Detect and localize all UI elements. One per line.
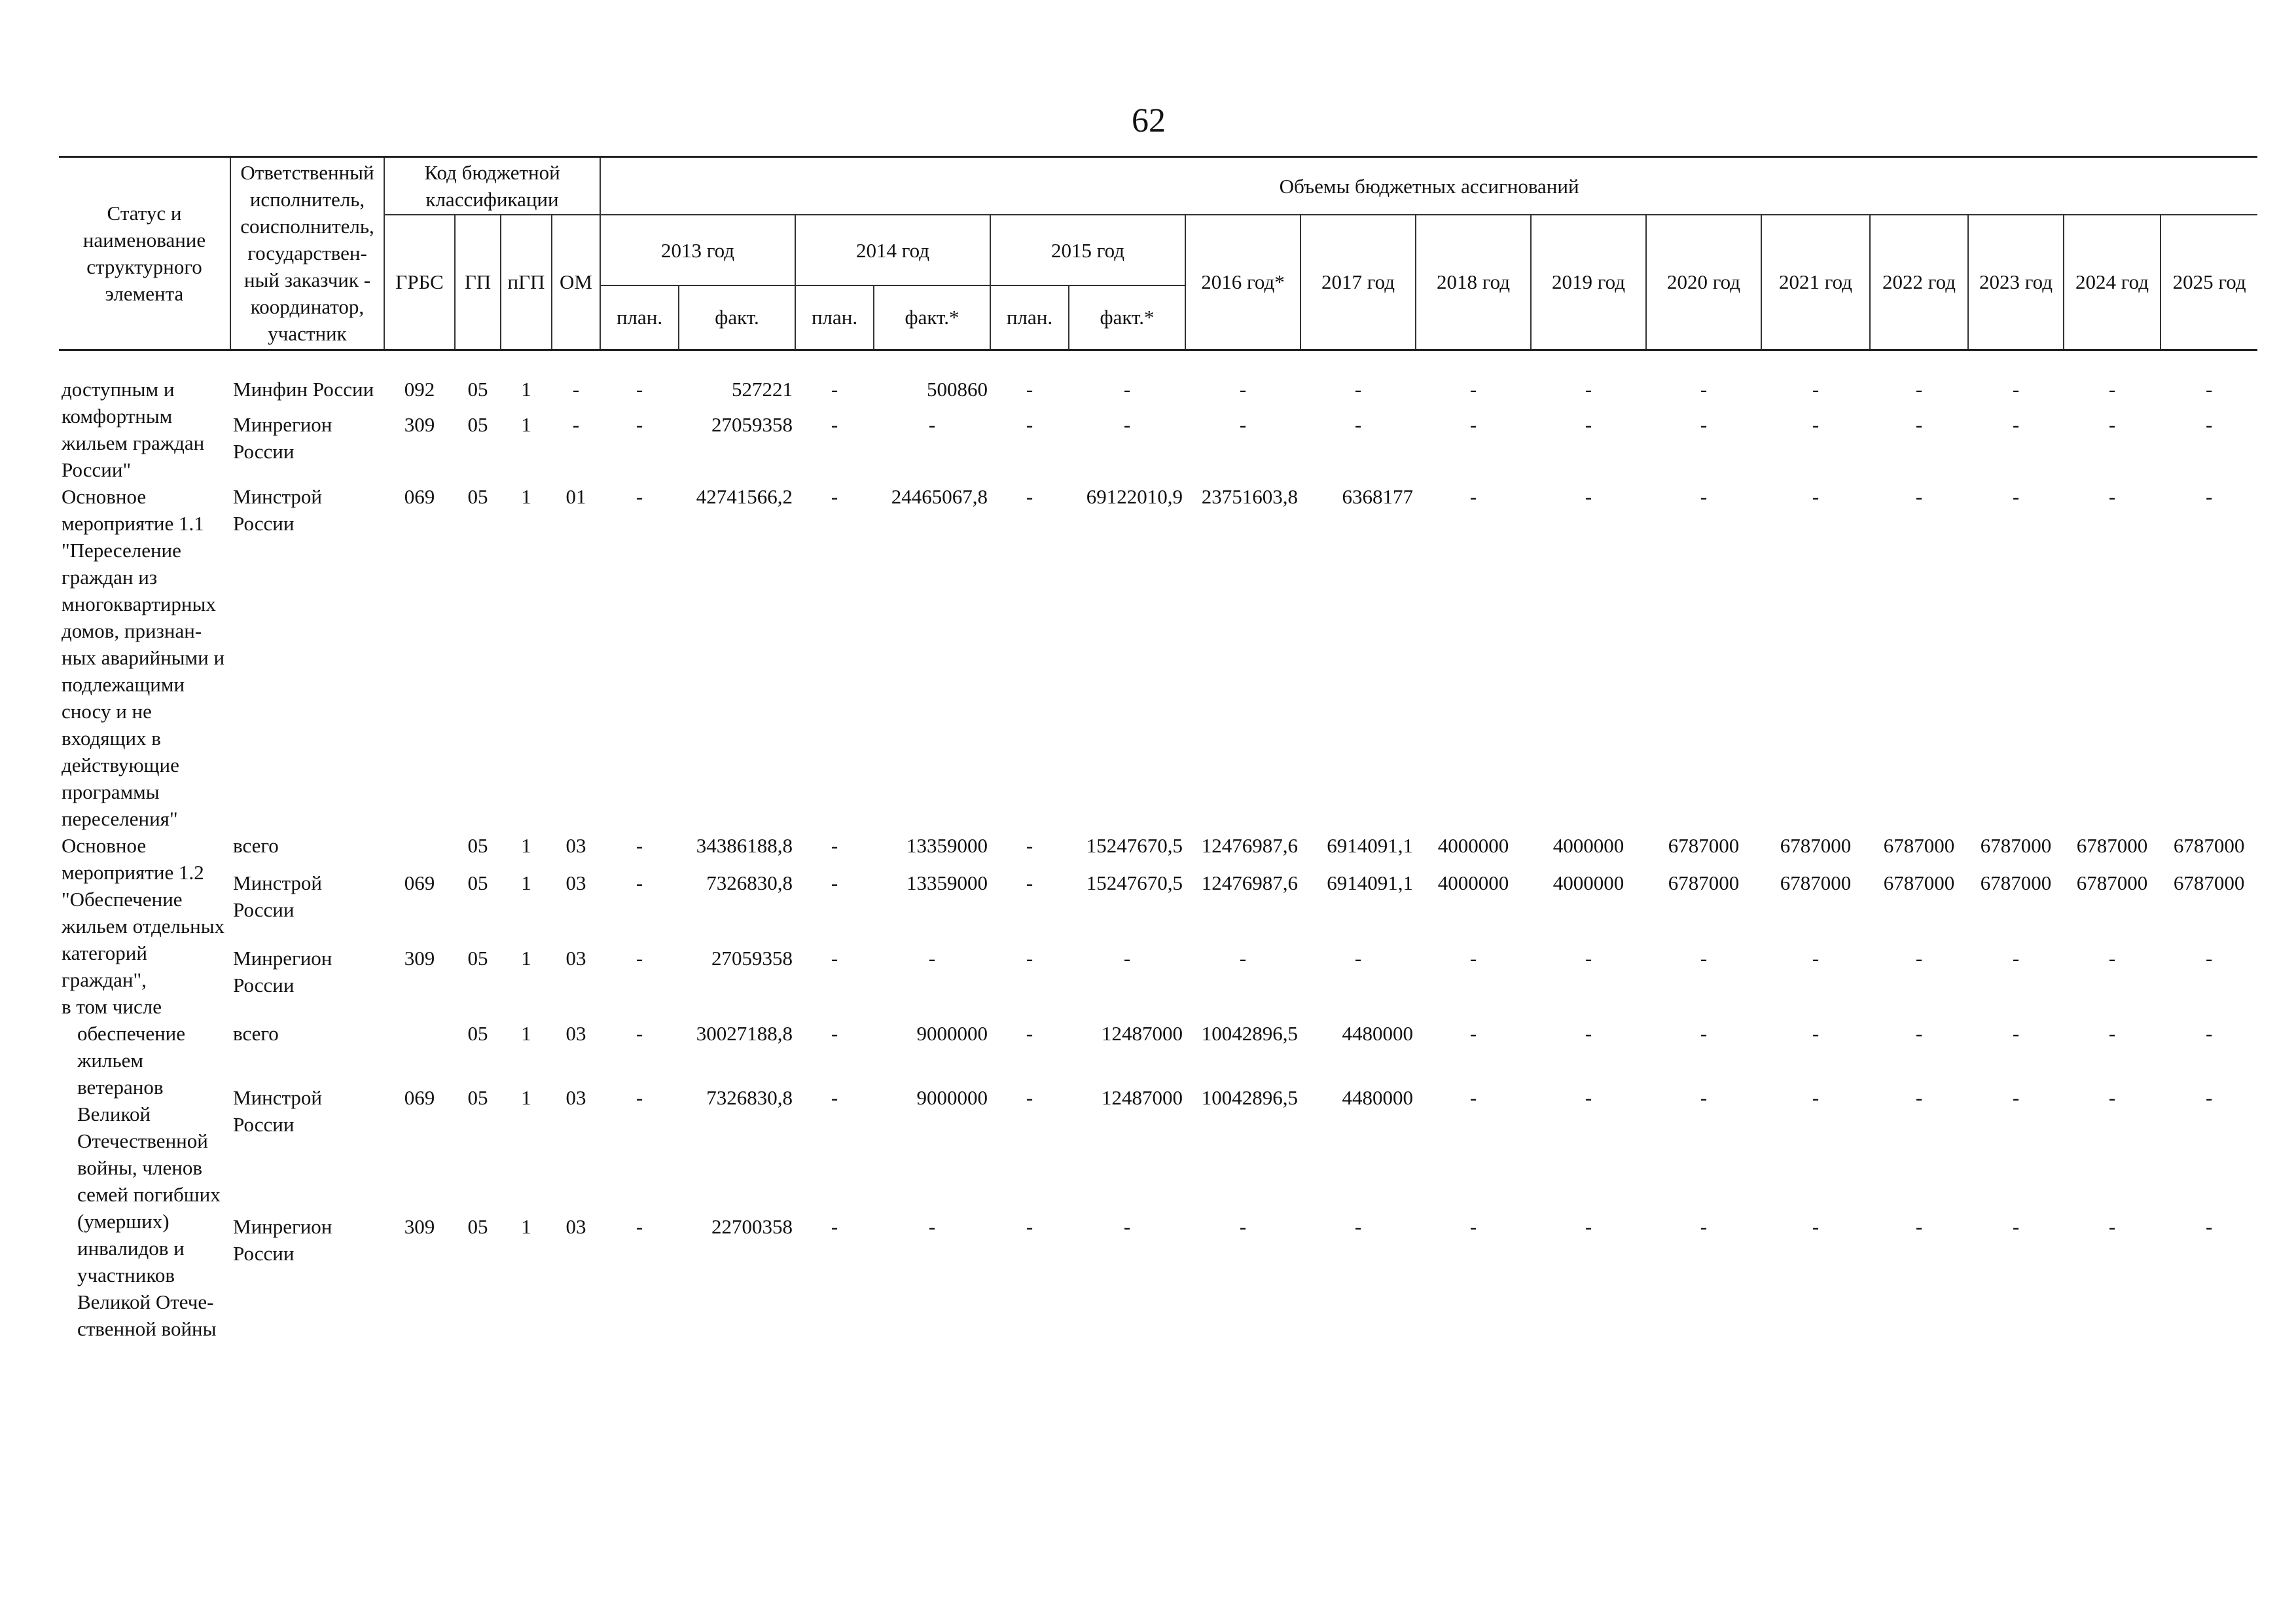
table-row [59,869,2257,945]
row-value: - [636,1021,643,1045]
row-value: - [1123,377,1131,401]
header-year-2018: 2018 год [1416,215,1531,350]
row-value: - [1123,1214,1131,1238]
row-value: - [831,413,838,437]
row-value: - [831,833,838,857]
row-value: - [2205,413,2213,437]
row-value: - [1915,1021,1923,1045]
row-status-cell [59,376,230,483]
header-year-2025: 2025 год [2161,215,2257,350]
row-value: 12476987,6 [1201,833,1299,857]
row-pgp: 1 [521,871,531,894]
row-value: - [1585,1214,1592,1238]
row-value: - [831,1214,838,1238]
row-executor: Минстрой России [233,1085,323,1136]
row-value: 6914091,1 [1327,871,1414,894]
header-2013-fact: факт. [679,285,795,350]
page-number: 62 [1132,102,1166,139]
table-row [59,1213,2257,1342]
row-om: 03 [565,871,586,894]
row-value: 6787000 [1668,833,1740,857]
row-gp: 05 [467,377,488,401]
row-value: 15247670,5 [1086,833,1183,857]
row-value: 6914091,1 [1327,833,1414,857]
row-value: - [1812,1085,1820,1109]
row-grbs: 309 [404,1214,435,1238]
row-pgp: 1 [521,1021,531,1045]
row-value: 10042896,5 [1201,1021,1299,1045]
row-value: - [1812,413,1820,437]
row-executor: Минстрой России [233,484,323,535]
row-value: - [2012,946,2020,970]
row-value: 23751603,8 [1201,484,1299,508]
row-value: - [1812,946,1820,970]
table-header [59,157,2257,350]
row-value: - [1469,1085,1477,1109]
row-value: - [636,1085,643,1109]
row-value: - [2012,377,2020,401]
row-status-cell [59,1020,230,1342]
row-value: - [2205,484,2213,508]
row-value: 10042896,5 [1201,1085,1299,1109]
row-executor: Минфин России [233,377,374,401]
row-value: 6787000 [1980,871,2052,894]
row-value: 27059358 [711,413,793,437]
row-value: - [1239,377,1247,401]
header-year-2015: 2015 год [990,215,1185,285]
row-value: 34386188,8 [696,833,793,857]
row-value: - [1812,1214,1820,1238]
row-value: - [1026,484,1033,508]
header-grbs: ГРБС [384,215,455,350]
row-value: 6368177 [1342,484,1414,508]
row-value: - [1469,484,1477,508]
row-value: 9000000 [916,1085,988,1109]
row-value: - [1469,946,1477,970]
header-2015-fact: факт.* [1069,285,1185,350]
row-value: - [1026,833,1033,857]
header-2014-fact: факт.* [874,285,990,350]
header-om: ОМ [552,215,600,350]
row-value: - [2108,484,2116,508]
row-value: 22700358 [711,1214,793,1238]
row-value: - [1700,377,1708,401]
row-executor: всего [233,833,279,857]
row-value: - [1700,946,1708,970]
table-row [59,483,2257,832]
row-value: 15247670,5 [1086,871,1183,894]
header-year-2017: 2017 год [1300,215,1416,350]
row-value: 6787000 [1780,871,1852,894]
table-row [59,832,2257,869]
row-value: - [636,1214,643,1238]
row-value: - [1469,413,1477,437]
row-value: 12487000 [1102,1085,1183,1109]
row-grbs: 092 [404,377,435,401]
row-pgp: 1 [521,377,531,401]
row-pgp: 1 [521,413,531,437]
row-pgp: 1 [521,484,531,508]
row-value: - [831,871,838,894]
row-value: - [1469,1214,1477,1238]
row-value: 7326830,8 [706,1085,793,1109]
row-executor: всего [233,1021,279,1045]
row-value: - [928,413,936,437]
row-pgp: 1 [521,1214,531,1238]
row-value: - [636,413,643,437]
row-om: 03 [565,1021,586,1045]
header-volumes: Объемы бюджетных ассигнований [600,157,2257,215]
row-value: - [2108,377,2116,401]
row-value: - [2108,413,2116,437]
row-value: - [1700,413,1708,437]
row-gp: 05 [467,946,488,970]
row-value: 4000000 [1552,871,1624,894]
row-value: 12487000 [1102,1021,1183,1045]
row-status: обеспечение жильем ветеранов Великой Отечественной войны, членов семей погибших (умерших) инвалидов и участников Великой Отече-ственной войны [77,1021,221,1340]
header-year-2020: 2020 год [1646,215,1761,350]
row-status: Основное мероприятие 1.2 "Обеспечение жильем отдельных категорий граждан", [62,833,225,991]
row-value: - [636,946,643,970]
row-value: - [1915,377,1923,401]
row-value: 6787000 [1883,871,1955,894]
row-value: - [1469,1021,1477,1045]
row-executor: Минрегион России [233,413,332,464]
row-gp: 05 [467,871,488,894]
row-value: - [1354,377,1362,401]
row-value: - [1585,484,1592,508]
row-value: - [831,1021,838,1045]
row-value: - [928,946,936,970]
row-value: - [636,484,643,508]
table-row [59,376,2257,412]
row-value: - [928,1214,936,1238]
header-2014-plan: план. [795,285,874,350]
header-year-2013: 2013 год [600,215,795,285]
table-row [59,945,2257,1020]
row-pgp: 1 [521,833,531,857]
row-om: 03 [565,1214,586,1238]
table-body [59,350,2257,1342]
row-value: 6787000 [2173,871,2245,894]
header-year-2016: 2016 год* [1185,215,1300,350]
row-value: - [1026,871,1033,894]
row-value: 27059358 [711,946,793,970]
row-gp: 05 [467,1021,488,1045]
row-value: - [1915,1214,1923,1238]
row-value: - [831,377,838,401]
row-value: - [2205,1021,2213,1045]
row-grbs: 069 [404,871,435,894]
row-value: 4000000 [1437,833,1509,857]
row-gp: 05 [467,484,488,508]
row-value: - [1026,1214,1033,1238]
row-status-cell [59,483,230,832]
row-value: 6787000 [1668,871,1740,894]
row-value: - [2205,1085,2213,1109]
header-year-2023: 2023 год [1968,215,2064,350]
row-value: - [2108,1214,2116,1238]
row-value: - [2108,1085,2116,1109]
row-value: 6787000 [2076,871,2148,894]
row-gp: 05 [467,1214,488,1238]
header-budget-code: Код бюджетной классификации [384,157,600,215]
row-value: - [1915,413,1923,437]
row-value: 13359000 [906,871,988,894]
row-value: - [1812,484,1820,508]
row-grbs: 069 [404,484,435,508]
row-value: - [2012,413,2020,437]
row-value: - [1700,1214,1708,1238]
row-value: - [2205,1214,2213,1238]
row-value: 4000000 [1437,871,1509,894]
table-row [59,1084,2257,1213]
row-value: - [636,833,643,857]
row-gp: 05 [467,413,488,437]
row-om: - [572,413,580,437]
row-pgp: 1 [521,1085,531,1109]
row-value: - [1026,413,1033,437]
row-value: 527221 [732,377,793,401]
row-value: - [1354,413,1362,437]
row-om: 01 [565,484,586,508]
row-value: - [1239,1214,1247,1238]
row-value: - [1585,946,1592,970]
row-grbs [384,1020,455,1084]
row-value: - [2012,1214,2020,1238]
row-status-cell [59,832,230,1020]
header-year-2021: 2021 год [1761,215,1870,350]
row-value: 9000000 [916,1021,988,1045]
row-executor: Минрегион России [233,1214,332,1265]
row-value: - [2205,946,2213,970]
row-value: 42741566,2 [696,484,793,508]
row-om: 03 [565,1085,586,1109]
row-value: - [2012,1085,2020,1109]
row-value: - [1812,1021,1820,1045]
row-value: - [1915,946,1923,970]
row-value: - [2108,1021,2116,1045]
row-value: 4000000 [1552,833,1624,857]
row-value: - [2205,377,2213,401]
row-value: - [1700,1085,1708,1109]
row-value: - [1700,484,1708,508]
row-value: - [1123,413,1131,437]
row-value: - [1915,1085,1923,1109]
row-value: - [2108,946,2116,970]
row-value: 500860 [927,377,988,401]
row-value: 6787000 [1780,833,1852,857]
row-value: 69122010,9 [1086,484,1183,508]
row-value: - [1585,1021,1592,1045]
table-row [59,411,2257,483]
row-gp: 05 [467,833,488,857]
row-om: 03 [565,946,586,970]
row-grbs: 309 [404,413,435,437]
row-value: - [1585,1085,1592,1109]
header-year-2019: 2019 год [1531,215,1646,350]
row-value: - [636,377,643,401]
row-value: 24465067,8 [891,484,988,508]
row-status-extra: в том числе [62,994,162,1018]
row-value: 12476987,6 [1201,871,1299,894]
header-year-2024: 2024 год [2064,215,2161,350]
row-value: - [2012,1021,2020,1045]
row-value: - [636,871,643,894]
row-value: - [1812,377,1820,401]
header-status: Статус и наименование структурного элемента [59,157,230,350]
row-value: - [1585,413,1592,437]
row-value: 6787000 [1883,833,1955,857]
row-value: - [831,946,838,970]
header-2015-plan: план. [990,285,1069,350]
row-value: - [1469,377,1477,401]
row-value: - [1026,377,1033,401]
row-value: 13359000 [906,833,988,857]
row-value: - [1915,484,1923,508]
row-om: 03 [565,833,586,857]
row-value: - [1026,1021,1033,1045]
row-value: 30027188,8 [696,1021,793,1045]
header-year-2014: 2014 год [795,215,990,285]
row-grbs: 309 [404,946,435,970]
row-status: Основное мероприятие 1.1 "Переселение граждан из многоквартирных домов, признан-ных аварийными и подлежащими сносу и не входящих в действующие программы переселения" [62,484,225,830]
row-pgp: 1 [521,946,531,970]
header-gp: ГП [455,215,501,350]
row-value: 4480000 [1342,1085,1414,1109]
row-value: - [1239,413,1247,437]
header-2013-plan: план. [600,285,679,350]
row-value: - [1585,377,1592,401]
row-value: - [1354,946,1362,970]
row-grbs: 069 [404,1085,435,1109]
row-value: - [2012,484,2020,508]
budget-table [59,156,2257,1342]
row-value: - [831,1085,838,1109]
row-om: - [572,377,580,401]
row-executor: Минстрой России [233,871,323,921]
row-grbs [384,832,455,869]
header-pgp: пГП [501,215,552,350]
row-value: 6787000 [2173,833,2245,857]
table-row [59,1020,2257,1084]
row-status: доступным и комфортным жильем граждан России" [62,377,205,481]
row-value: - [1123,946,1131,970]
row-value: - [1026,1085,1033,1109]
row-value: 4480000 [1342,1021,1414,1045]
row-gp: 05 [467,1085,488,1109]
row-value: - [1700,1021,1708,1045]
row-value: - [1239,946,1247,970]
row-value: 6787000 [2076,833,2148,857]
header-year-2022: 2022 год [1870,215,1968,350]
row-value: 6787000 [1980,833,2052,857]
row-executor: Минрегион России [233,946,332,996]
row-value: - [1026,946,1033,970]
row-value: - [831,484,838,508]
header-executor: Ответственный исполнитель, соисполнитель, государствен-ный заказчик - координатор, участник [230,157,384,350]
row-value: 7326830,8 [706,871,793,894]
row-value: - [1354,1214,1362,1238]
